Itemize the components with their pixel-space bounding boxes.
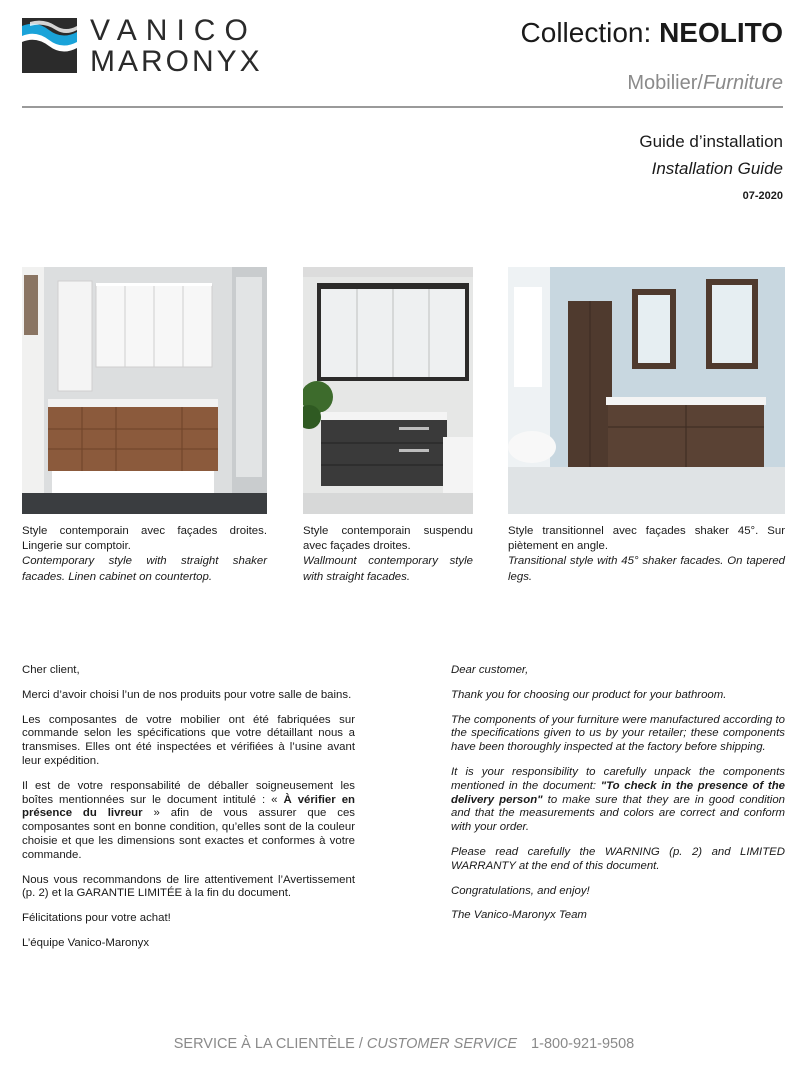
caption-en: Transitional style with 45° shaker facades. On tapered legs.	[508, 555, 785, 583]
brand-name-line2: MARONYX	[90, 45, 263, 78]
wallmount-vanity-photo	[303, 267, 473, 514]
service-label-fr: SERVICE À LA CLIENTÈLE /	[173, 1036, 367, 1052]
brand-logo-mark-icon	[22, 18, 77, 73]
document-date: 07-2020	[742, 190, 783, 202]
caption-fr: Style contemporain suspendu avec façades droites.	[303, 525, 473, 553]
category-subtitle	[627, 72, 783, 95]
caption-fr: Style transitionnel avec façades shaker 45°. Sur piètement en angle.	[508, 525, 785, 553]
letter-paragraph: Félicitations pour votre achat!	[22, 912, 171, 925]
service-label-en: CUSTOMER SERVICE	[366, 1036, 518, 1052]
collection-name: NEOLITO	[659, 17, 783, 48]
letter-paragraph: Nous vous recommandons de lire attentivement l’Avertissement (p. 2) et la GARANTIE LIMITÉE à la fin du document.	[22, 873, 355, 900]
letter-paragraph: Les composantes de votre mobilier ont été fabriquées sur commande selon les spécifications que votre détaillant nous a transmises. Elles ont été inspectées et vérifiées à l’usine avant leur expédition.	[22, 713, 355, 767]
letter-signature: The Vanico-Maronyx Team	[451, 909, 587, 922]
letter-emphasis: À vérifier en présence du livreur	[22, 793, 355, 820]
letter-text: to make sure that they are in good condition and that the measurements and colors are correct and conform with your order.	[451, 793, 785, 834]
category-fr: Mobilier/	[627, 72, 703, 94]
header-divider	[22, 106, 783, 108]
transitional-vanity-photo	[508, 267, 785, 514]
letter-english	[451, 664, 785, 934]
letter-emphasis: "To check in the presence of the delivery person"	[451, 779, 785, 806]
customer-service-footer	[0, 1036, 808, 1052]
contemporary-vanity-photo	[22, 267, 267, 514]
brand-name-line1: VANICO	[90, 14, 257, 47]
caption-en: Contemporary style with straight shaker facades. Linen cabinet on countertop.	[22, 555, 267, 583]
letter-text: It is your responsibility to carefully unpack the components mentioned in the document:	[451, 765, 785, 792]
letter-greeting: Dear customer,	[451, 664, 529, 676]
collection-label: Collection:	[520, 17, 652, 48]
letter-greeting: Cher client,	[22, 664, 80, 676]
letter-paragraph	[22, 780, 355, 863]
letter-paragraph	[451, 766, 785, 835]
letter-paragraph: Thank you for choosing our product for your bathroom.	[451, 688, 727, 701]
letter-text: » afin de vous assurer que ces composantes sont en bonne condition, qu’elles sont de la couleur choisie et que les dimensions sont exactes et conformes à votre commande.	[22, 807, 355, 861]
brand-logo	[22, 14, 272, 78]
letter-paragraph: Please read carefully the WARNING (p. 2) and LIMITED WARRANTY at the end of this document.	[451, 845, 785, 872]
letter-paragraph: Merci d’avoir choisi l’un de nos produits pour votre salle de bains.	[22, 688, 352, 701]
caption-en: Wallmount contemporary style with straight facades.	[303, 555, 473, 583]
collection-title	[521, 17, 783, 49]
service-phone[interactable]: 1-800-921-9508	[531, 1036, 635, 1052]
letter-french	[22, 664, 355, 962]
photo-caption-1	[22, 524, 267, 585]
letter-text: Il est de votre responsabilité de déballer soigneusement les boîtes mentionnées sur le document intitulé : «	[22, 779, 355, 806]
photo-caption-2	[303, 524, 473, 585]
letter-paragraph: The components of your furniture were manufactured according to the specifications given to us by your retailer; these components have been thoroughly inspected at the factory before shipping.	[451, 713, 785, 754]
guide-title-fr: Guide d’installation	[639, 132, 783, 151]
guide-title-en: Installation Guide	[651, 159, 783, 178]
photo-caption-3	[508, 524, 785, 585]
letter-paragraph: Congratulations, and enjoy!	[451, 884, 590, 897]
caption-fr: Style contemporain avec façades droites. Lingerie sur comptoir.	[22, 525, 267, 553]
letter-signature: L’équipe Vanico-Maronyx	[22, 936, 150, 949]
guide-title	[639, 128, 783, 182]
category-en: Furniture	[702, 72, 783, 94]
